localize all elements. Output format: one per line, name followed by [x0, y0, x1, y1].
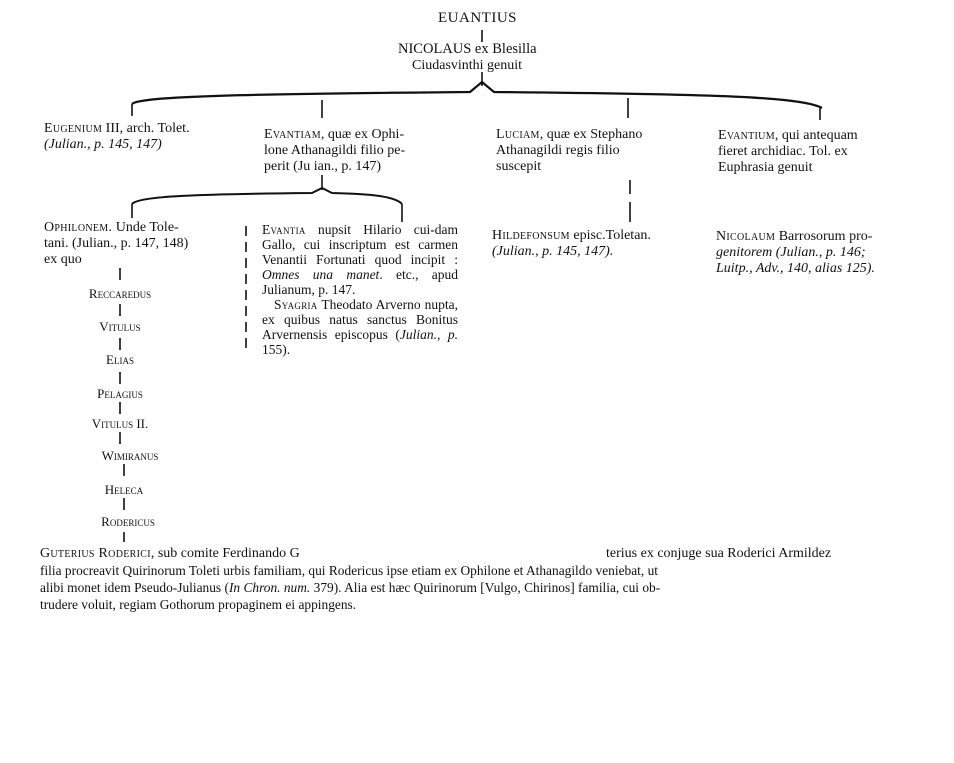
- chain-item: Heleca: [104, 482, 144, 497]
- chain-item: Rodericus: [101, 514, 155, 529]
- child-evantiam: Evantiam, quæ ex Ophi- lone Athanagildi filio pe- perit (Ju ian., p. 147): [264, 127, 406, 174]
- chain-item: Reccaredus: [88, 286, 152, 301]
- footer-line-2: filia procreavit Quirinorum Toleti urbis familiam, qui Rodericus ipse etiam ex Ophilone et Athanagildo veniebat, ut: [40, 563, 658, 578]
- grandchild-syagria: Syagria Theodato Arverno nupta, ex quibus natus sanctus Bonitus Arvernensis episcopus (Julian., p. 155).: [262, 297, 458, 357]
- footer-line-3: alibi monet idem Pseudo-Julianus (In Chron. num. 379). Alia est hæc Quirinorum [Vulgo, Chirinos] familia, cui ob-: [40, 580, 661, 595]
- grandchild-nicolaum-name: Nicolaum: [716, 229, 776, 244]
- child-evantium-name: Evantium: [718, 128, 775, 143]
- child-evantium: Evantium, qui antequam fieret archidiac. Tol. ex Euphrasia genuit: [718, 128, 858, 175]
- child-luciam: Luciam, quæ ex Stephano Athanagildi regis filio suscepit: [496, 127, 643, 174]
- child-evantiam-name: Evantiam: [264, 127, 321, 142]
- second-generation-note: Ciudasvinthi genuit: [412, 58, 523, 73]
- child-eugenium: Eugenium III, arch. Tolet. (Julian., p. 145, 147): [44, 121, 190, 152]
- root-name: EUANTIUS: [438, 10, 517, 26]
- grandchild-ophilonem: Ophilonem. Unde Tole- tani. (Julian., p. 147, 148) ex quo: [44, 220, 189, 267]
- grandchild-syagria-name: Syagria: [274, 297, 318, 312]
- chain-item: Wimiranus: [101, 448, 159, 463]
- chain-item: Vitulus: [99, 319, 141, 334]
- footer-line-1a: Guterius Roderici, sub comite Ferdinando G: [40, 546, 300, 561]
- second-generation: NICOLAUS ex Blesilla: [398, 41, 537, 57]
- chain-item: Pelagius: [97, 386, 143, 401]
- grandchild-nicolaum: Nicolaum Barrosorum pro- genitorem (Julian., p. 146; Luitp., Adv., 140, alias 125).: [716, 229, 875, 276]
- child-eugenium-name: Eugenium: [44, 121, 103, 136]
- child-luciam-name: Luciam: [496, 127, 540, 142]
- footer-line-1b: terius ex conjuge sua Roderici Armildez: [606, 546, 832, 561]
- footer-line-4: trudere voluit, regiam Gothorum propaginem ei appingens.: [40, 597, 357, 612]
- grandchild-hildefonsum: Hildefonsum episc.Toletan. (Julian., p. 145, 147).: [492, 228, 651, 259]
- second-brace: [132, 188, 402, 204]
- grandchild-hildefonsum-name: Hildefonsum: [492, 228, 570, 243]
- chain-item: Elias: [106, 352, 134, 367]
- grandchild-ophilonem-name: Ophilonem.: [44, 220, 113, 235]
- child-eugenium-ref: (Julian., p. 145, 147): [44, 137, 162, 152]
- chain-item: Vitulus II.: [91, 416, 149, 431]
- main-brace: [132, 82, 822, 108]
- grandchild-evantia: Evantia nupsit Hilario cui-dam Gallo, cui inscriptum est carmen Venantii Fortunati quod incipit : Omnes una manet. etc., apud Julianum, p. 147. Syagria Theodato Arverno nupta, ex quibus natus sanctus Bonitus Arvernensis episcopus (Julian., p. 155).: [262, 222, 458, 357]
- grandchild-evantia-name: Evantia: [262, 222, 306, 237]
- footer-name: Guterius Roderici: [40, 546, 151, 561]
